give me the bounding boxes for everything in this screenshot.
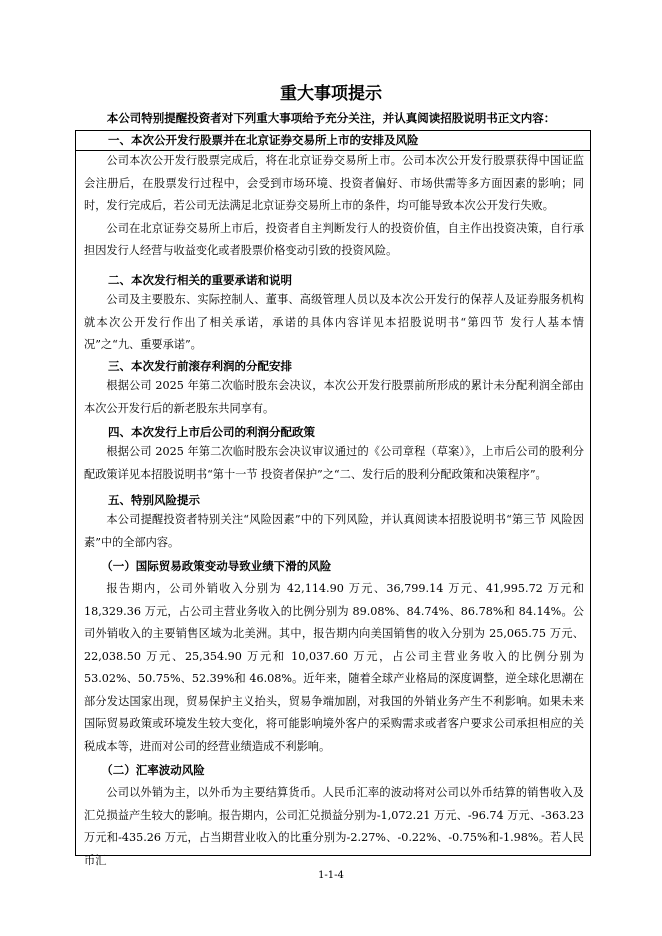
section-4 [84, 423, 584, 486]
section-3 [84, 357, 584, 420]
section-2-heading: 二、本次发行相关的重要承诺和说明 [108, 273, 292, 287]
subsection-1-heading: （一）国际贸易政策变动导致业绩下滑的风险 [101, 559, 332, 573]
section-1-body [84, 150, 584, 263]
section-5 [84, 491, 584, 872]
content-box [75, 130, 591, 867]
paragraph: 公司本次公开发行股票完成后，将在北京证券交易所上市。公司本次公开发行股票获得中国证监会注册后，在股票发行过程中，会受到市场环境、投资者偏好、市场供需等多方面因素的影响；同时，发行完成后，若公司无法满足北京证券交易所上市的条件，均可能导致本次公开发行失败。 [84, 154, 584, 212]
paragraph: 公司及主要股东、实际控制人、董事、高级管理人员以及本次公开发行的保荐人及证券服务机构就本次公开发行作出了相关承诺，承诺的具体内容详见本招股说明书“第四节 发行人基本情况”之“九、重要承诺”。 [84, 293, 584, 351]
section-3-heading: 三、本次发行前滚存利润的分配安排 [108, 359, 292, 373]
paragraph: 公司在北京证券交易所上市后，投资者自主判断发行人的投资价值，自主作出投资决策，自行承担因发行人经营与收益变化或者股票价格变动引致的投资风险。 [84, 221, 584, 257]
page-title: 重大事项提示 [280, 84, 382, 104]
paragraph: 根据公司 2025 年第二次临时股东会决议，本次公开发行股票前所形成的累计未分配利润全部由本次公开发行后的新老股东共同享有。 [84, 379, 584, 415]
subsection-2-heading: （二）汇率波动风险 [101, 763, 205, 777]
paragraph: 本公司提醒投资者特别关注“风险因素”中的下列风险，并认真阅读本招股说明书“第三节 风险因素”中的全部内容。 [84, 513, 584, 549]
section-1-heading: 一、本次公开发行股票并在北京证券交易所上市的安排及风险 [108, 133, 419, 147]
page-subtitle: 本公司特别提醒投资者对下列重大事项给予充分关注，并认真阅读招股说明书正文内容： [106, 111, 556, 125]
paragraph: 报告期内，公司外销收入分别为 42,114.90 万元、36,799.14 万元、41,995.72 万元和 18,329.36 万元，占公司主营业务收入的比例分别为 89.08%、84.74%、86.78%和 84.14%。公司外销收入的主要销售区域为北美洲。其中，报告期内向美国销售的收入分别为 25,065.75 万元、22,038.50 万元、25,354.90 万元和 10,037.60 万元，占公司主营业务收入的比例分别为 53.02%、50.75%、52.39%和 46.08%。近年来，随着全球产业格局的深度调整，逆全球化思潮在部分发达国家出现，贸易保护主义抬头，贸易争端加剧，对我国的外销业务产生不利影响。如果未来国际贸易政策或环境发生较大变化，将可能影响境外客户的采购需求或者客户要求公司承担相应的关税成本等，进而对公司的经营业绩造成不利影响。 [84, 582, 584, 753]
paragraph: 根据公司 2025 年第二次临时股东会决议审议通过的《公司章程（草案）》，上市后公司的股利分配政策详见本招股说明书“第十一节 投资者保护”之“二、发行后的股利分配政策和决策程序”。 [84, 445, 584, 481]
section-5-heading: 五、特别风险提示 [108, 493, 200, 507]
paragraph: 公司以外销为主，以外币为主要结算货币。人民币汇率的波动将对公司以外币结算的销售收入及汇兑损益产生较大的影响。报告期内，公司汇兑损益分别为-1,072.21 万元、-96.74 万元、-363.23 万元和-435.26 万元，占当期营业收入的比重分别为-2.27%、-0.22%、-0.75%和-1.98%。若人民币汇 [84, 786, 584, 867]
page-number: 1-1-4 [318, 870, 344, 881]
section-4-heading: 四、本次发行上市后公司的利润分配政策 [108, 425, 315, 439]
section-2 [84, 271, 584, 357]
